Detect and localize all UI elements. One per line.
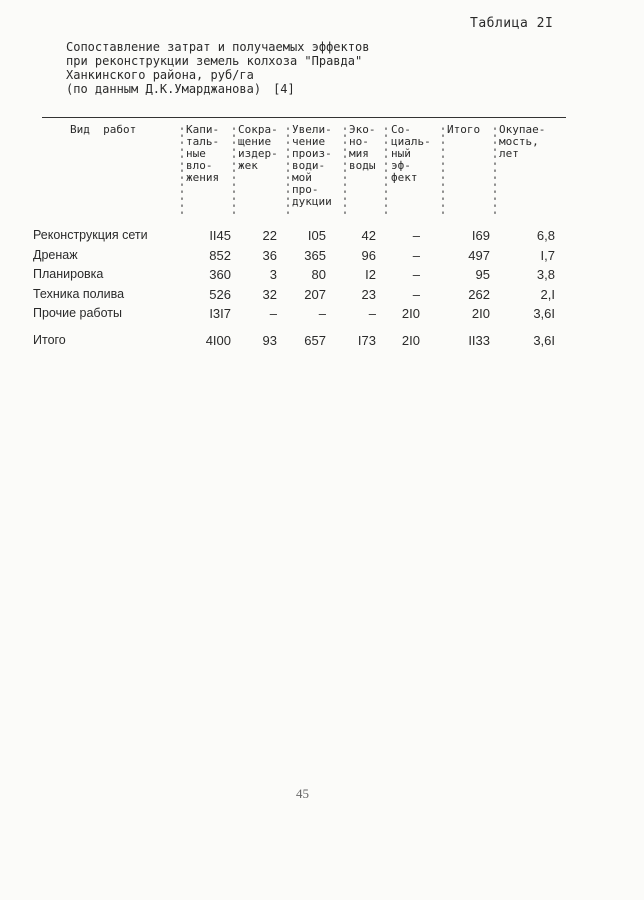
header-dotted-separators — [0, 0, 644, 230]
caption-line: при реконструкции земель колхоза "Правда" — [66, 54, 363, 68]
cell-production-increase: – — [318, 306, 326, 321]
cell-production-increase: 207 — [304, 287, 326, 302]
caption-line: (по данным Д.К.Умарджанова) [4] — [66, 82, 295, 96]
cell-production-increase: I05 — [307, 228, 326, 243]
cell-total: 262 — [468, 287, 490, 302]
cell-cost-reduction: – — [269, 306, 277, 321]
cell-social-effect: – — [412, 248, 420, 263]
cell-total: 497 — [468, 248, 490, 263]
cell-payback: 3,6I — [533, 333, 555, 348]
caption-line: Ханкинского района, руб/га — [66, 68, 254, 82]
cell-cost-reduction: 3 — [269, 267, 277, 282]
cell-total: II33 — [468, 333, 490, 348]
cell-water-saving: 23 — [361, 287, 376, 302]
row-label: Планировка — [33, 267, 104, 281]
cell-total: 95 — [475, 267, 490, 282]
table-row — [0, 267, 644, 285]
cell-cost-reduction: 93 — [262, 333, 277, 348]
caption-line: Сопоставление затрат и получаемых эффектов — [66, 40, 370, 54]
column-header-social-effect: Со- циаль- ный эф- фект — [391, 123, 431, 184]
cell-capital: 360 — [209, 267, 231, 282]
table-row — [0, 228, 644, 246]
table-row — [0, 248, 644, 266]
cell-social-effect: – — [412, 287, 420, 302]
table-row — [0, 306, 644, 324]
column-header-production-increase: Увели- чение произ- води- мой про- дукции — [292, 123, 332, 208]
cell-cost-reduction: 22 — [262, 228, 277, 243]
cell-payback: 3,6I — [533, 306, 555, 321]
reference-mark: [4] — [273, 82, 295, 96]
cell-social-effect: 2I0 — [401, 333, 420, 348]
cell-production-increase: 365 — [304, 248, 326, 263]
table-row — [0, 333, 644, 351]
cell-total: I69 — [471, 228, 490, 243]
cell-social-effect: – — [412, 228, 420, 243]
cell-capital: 526 — [209, 287, 231, 302]
cell-payback: I,7 — [540, 248, 555, 263]
row-label: Прочие работы — [33, 306, 122, 320]
column-header-water-saving: Эко- но- мия воды — [349, 123, 376, 172]
row-label: Итого — [33, 333, 66, 347]
column-header-total: Итого — [447, 123, 481, 136]
column-header-payback: Окупае- мость, лет — [499, 123, 546, 160]
cell-capital: I3I7 — [209, 306, 231, 321]
table-row — [0, 287, 644, 305]
page-number: 45 — [296, 786, 309, 801]
cell-water-saving: I73 — [357, 333, 376, 348]
cell-capital: II45 — [209, 228, 231, 243]
row-label: Техника полива — [33, 287, 125, 301]
cell-total: 2I0 — [471, 306, 490, 321]
cell-production-increase: 80 — [311, 267, 326, 282]
row-label: Реконструкция сети — [33, 228, 148, 242]
column-header-cost-reduction: Сокра- щение издер- жек — [238, 123, 278, 172]
cell-social-effect: 2I0 — [401, 306, 420, 321]
cell-capital: 4I00 — [205, 333, 231, 348]
column-header-capital: Капи- таль- ные вло- жения — [186, 123, 220, 184]
cell-social-effect: – — [412, 267, 420, 282]
cell-payback: 6,8 — [536, 228, 555, 243]
cell-cost-reduction: 36 — [262, 248, 277, 263]
cell-production-increase: 657 — [304, 333, 326, 348]
column-header-work-type: Вид работ — [70, 123, 137, 136]
cell-water-saving: 42 — [361, 228, 376, 243]
cell-water-saving: 96 — [361, 248, 376, 263]
cell-water-saving: – — [368, 306, 376, 321]
cell-capital: 852 — [209, 248, 231, 263]
row-label: Дренаж — [33, 248, 78, 262]
cell-payback: 3,8 — [536, 267, 555, 282]
cell-cost-reduction: 32 — [262, 287, 277, 302]
cell-payback: 2,I — [540, 287, 555, 302]
cell-water-saving: I2 — [365, 267, 376, 282]
table-number: Таблица 2I — [470, 16, 554, 31]
